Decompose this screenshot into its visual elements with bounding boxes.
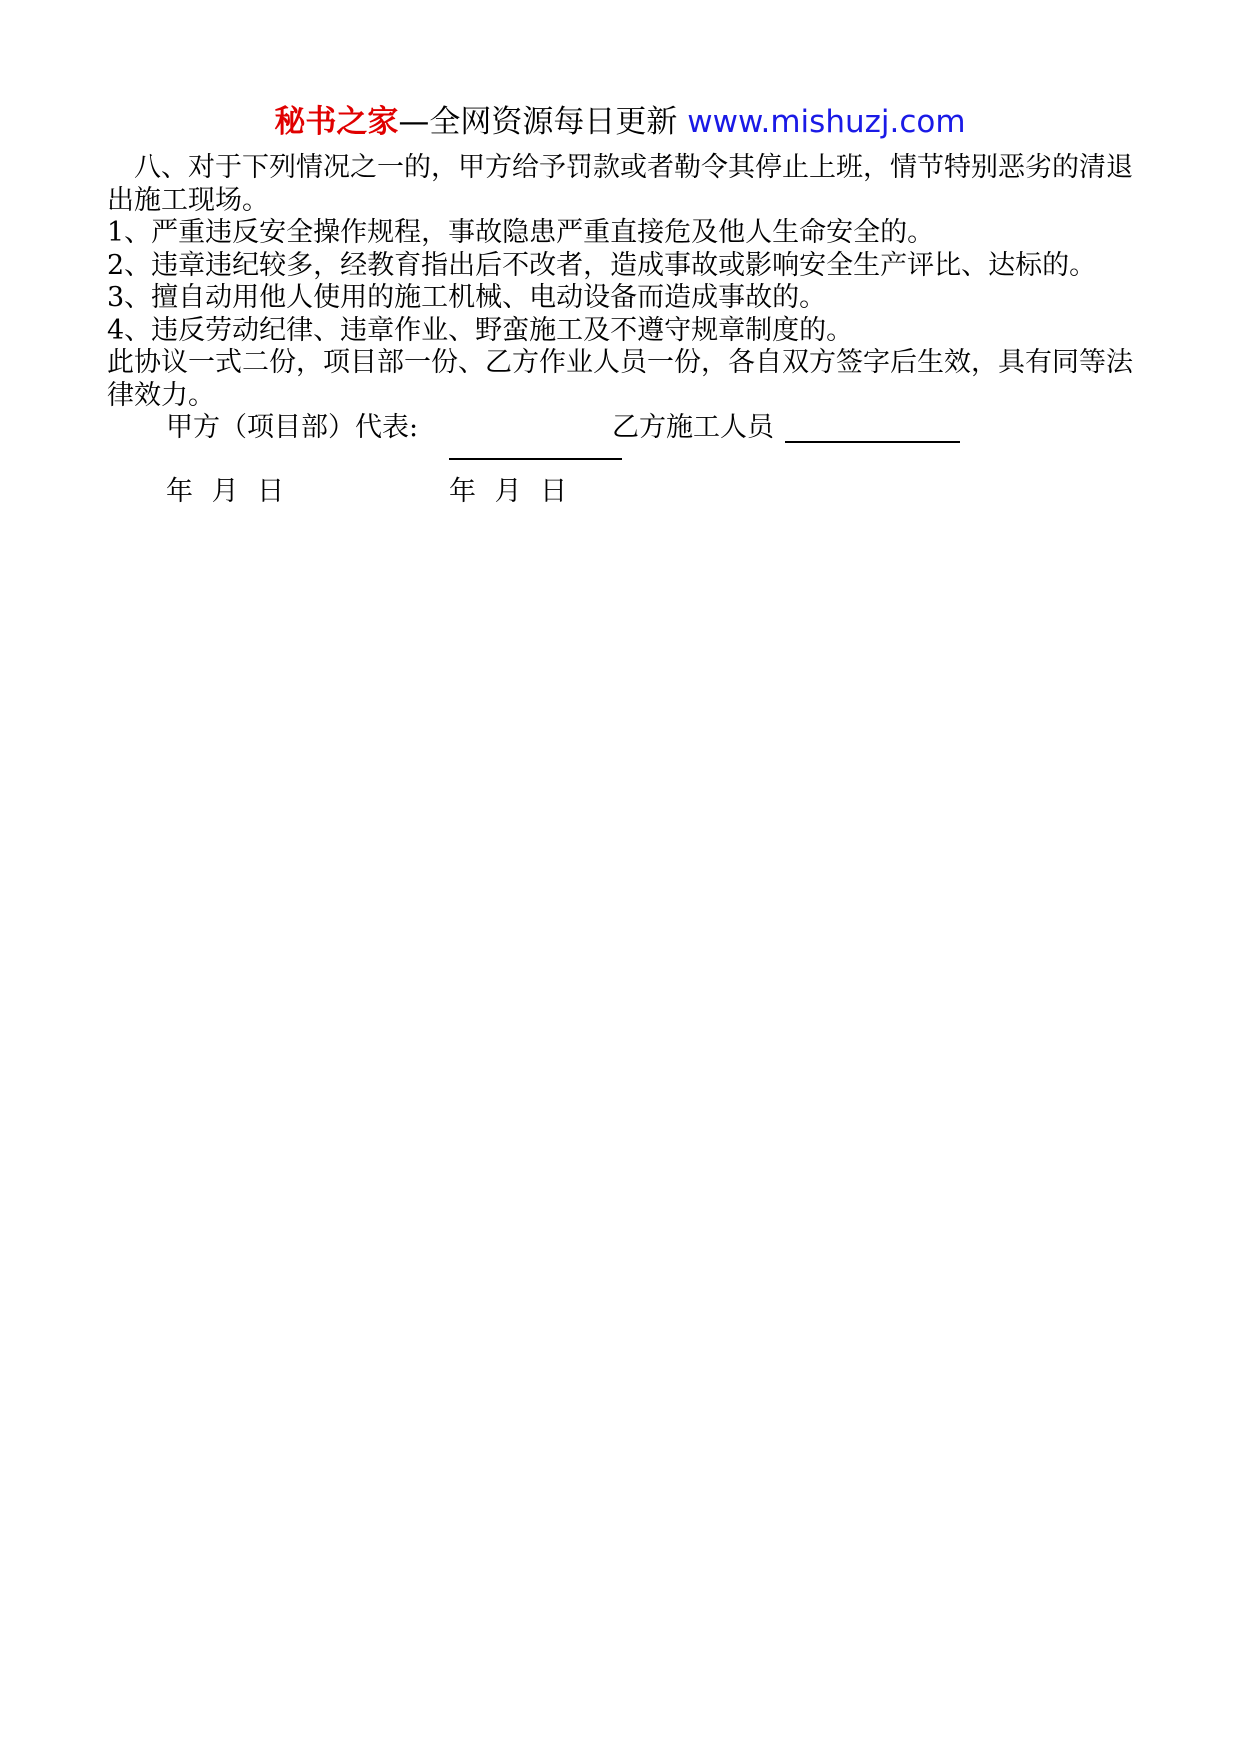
document-body <box>107 152 1157 412</box>
clause-item-4: 4、违反劳动纪律、违章作业、野蛮施工及不遵守规章制度的。 <box>107 314 854 346</box>
party-a-representative-label: 甲方（项目部）代表: <box>166 412 419 443</box>
party-a-date: 年 月 日 <box>166 476 285 507</box>
clause-item-3: 3、擅自动用他人使用的施工机械、电动设备而造成事故的。 <box>107 282 827 313</box>
party-b-date: 年 月 日 <box>449 476 568 507</box>
website-url[interactable]: www.mishuzj.com <box>687 104 966 140</box>
clause-item-2: 2、违章违纪较多，经教育指出后不改者，造成事故或影响安全生产评比、达标的。 <box>107 249 1097 281</box>
agreement-copies-note: 此协议一式二份，项目部一份、乙方作业人员一份，各自双方签字后生效，具有同等法律效力。 <box>107 347 1133 411</box>
signature-row <box>0 410 1240 450</box>
party-b-worker-label: 乙方施工人员 <box>612 412 774 443</box>
header-slogan: —全网资源每日更新 <box>398 104 678 140</box>
brand-name: 秘书之家 <box>274 104 399 140</box>
clause-item-1: 1、严重违反安全操作规程，事故隐患严重直接危及他人生命安全的。 <box>107 217 935 248</box>
clause-eight: 八、对于下列情况之一的，甲方给予罚款或者勒令其停止上班，情节特别恶劣的清退出施工现场。 <box>107 152 1133 216</box>
party-a-signature-line[interactable] <box>449 458 622 460</box>
party-b-signature-line[interactable] <box>785 441 960 443</box>
watermark-header <box>0 100 1240 144</box>
